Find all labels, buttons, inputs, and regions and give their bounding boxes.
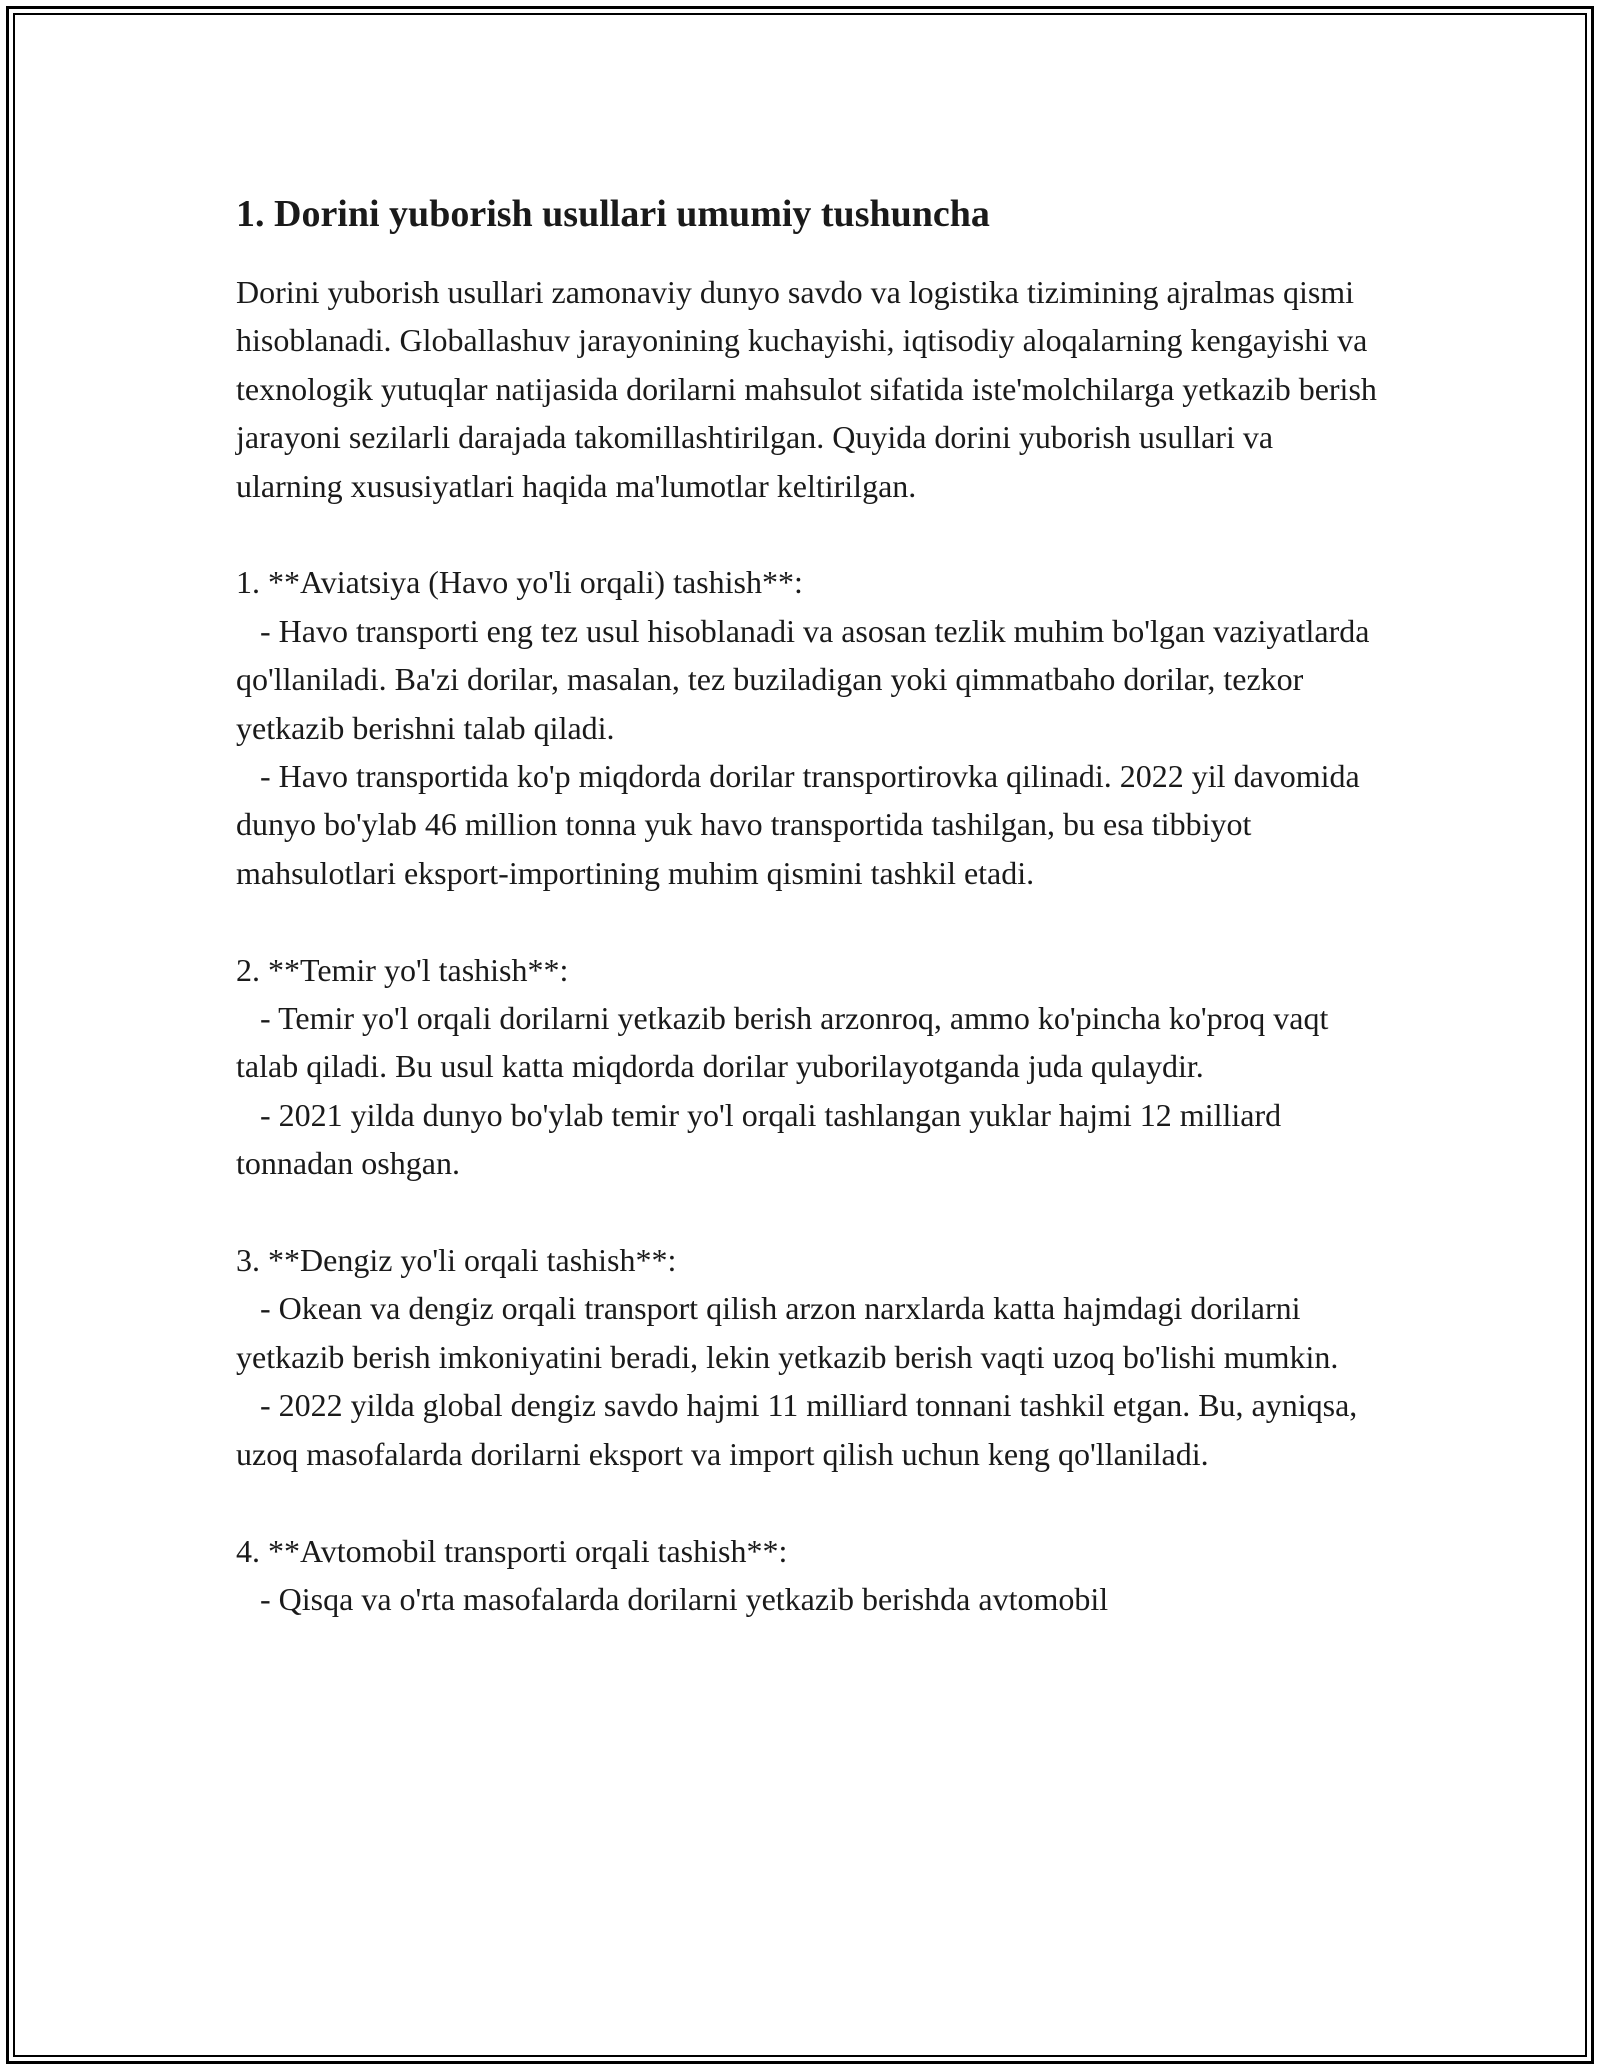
intro-paragraph: Dorini yuborish usullari zamonaviy dunyo savdo va logistika tizimining ajralmas qismi hisoblanadi. Globallashuv jarayonining kuchayishi, iqtisodiy aloqalarning kengayishi va texnologik yutuqlar natijasida dorilarni mahsulot sifatida iste'molchilarga yetkazib berish jarayoni sezilarli darajada takomillashtirilgan. Quyida dorini yuborish usullari va ularning xususiyatlari haqida ma'lumotlar keltirilgan. — [236, 274, 1385, 504]
list-item: - Okean va dengiz orqali transport qilish arzon narxlarda katta hajmdagi dorilarni yetkazib berish imkoniyatini beradi, lekin yetkazib berish vaqti uzoq bo'lishi mumkin. — [236, 1290, 1339, 1375]
list-item: - Temir yo'l orqali dorilarni yetkazib berish arzonroq, ammo ko'pincha ko'proq vaqt talab qiladi. Bu usul katta miqdorda dorilar yuborilayotganda juda qulaydir. — [236, 1000, 1337, 1085]
paragraph-gap — [236, 1478, 1386, 1526]
document-body — [236, 190, 1386, 1623]
section-title: 4. **Avtomobil transporti orqali tashish**: — [236, 1532, 788, 1569]
list-item: - Havo transporti eng tez usul hisoblanadi va asosan tezlik muhim bo'lgan vaziyatlarda qo'llaniladi. Ba'zi dorilar, masalan, tez buziladigan yoki qimmatbaho dorilar, tezkor yetkazib berishni talab qiladi. — [236, 612, 1378, 746]
section-aviation — [236, 558, 1386, 897]
section-title: 3. **Dengiz yo'li orqali tashish**: — [236, 1242, 677, 1279]
section-title: 1. **Aviatsiya (Havo yo'li orqali) tashish**: — [236, 564, 803, 601]
paragraph-gap — [236, 510, 1386, 558]
section-sea — [236, 1236, 1386, 1478]
section-road — [236, 1527, 1386, 1624]
paragraph-gap — [236, 897, 1386, 945]
list-item: - 2022 yilda global dengiz savdo hajmi 11 milliard tonnani tashkil etgan. Bu, ayniqsa, uzoq masofalarda dorilarni eksport va import qilish uchun keng qo'llaniladi. — [236, 1387, 1366, 1472]
list-item: - 2021 yilda dunyo bo'ylab temir yo'l orqali tashlangan yuklar hajmi 12 milliard tonnadan oshgan. — [236, 1096, 1290, 1182]
section-heading: 1. Dorini yuborish usullari umumiy tushuncha — [236, 193, 990, 235]
paragraph-gap — [236, 1188, 1386, 1236]
section-title: 2. **Temir yo'l tashish**: — [236, 951, 569, 988]
list-item: - Havo transportida ko'p miqdorda dorilar transportirovka qilinadi. 2022 yil davomida dunyo bo'ylab 46 million tonna yuk havo transportida tashilgan, bu esa tibbiyot mahsulotlari eksport-importining muhim qismini tashkil etadi. — [236, 758, 1368, 891]
section-railway — [236, 946, 1386, 1188]
list-item: - Qisqa va o'rta masofalarda dorilarni yetkazib berishda avtomobil — [236, 1580, 1109, 1617]
